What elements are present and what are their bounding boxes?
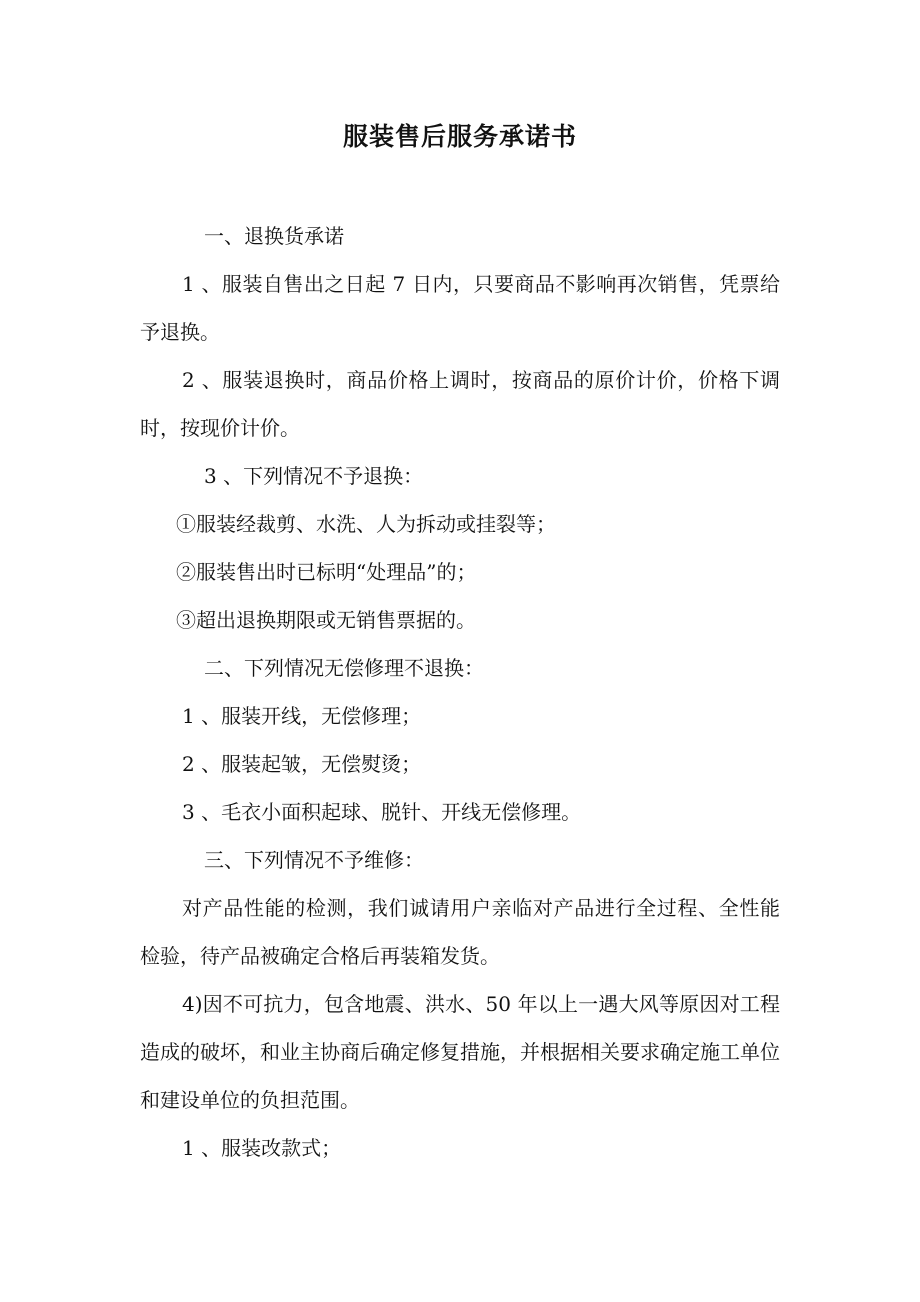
list-item-alteration: 1 、服装改款式； [182, 1136, 342, 1160]
section-heading-1: 一、退换货承诺 [204, 224, 344, 248]
paragraph-force-majeure: 4)因不可抗力，包含地震、洪水、50 年以上一遇大风等原因对工程造成的破坏，和业主协商后确定修复措施，并根据相关要求确定施工单位和建设单位的负担范围。 [140, 992, 780, 1112]
list-item-repair-1: 1 、服装开线，无偿修理； [182, 704, 422, 728]
list-item-repair-3: 3 、毛衣小面积起球、脱针、开线无偿修理。 [182, 800, 582, 824]
page-title: 服装售后服务承诺书 [342, 122, 577, 151]
list-item-repair-2: 2 、服装起皱，无偿熨烫； [182, 752, 422, 776]
document-body [140, 212, 780, 1172]
list-item-circled-2: ②服装售出时已标明“处理品”的； [176, 560, 477, 584]
list-item-circled-1: ①服装经裁剪、水洗、人为拆动或挂裂等； [176, 512, 556, 536]
section-heading-3: 三、下列情况不予维修： [204, 848, 424, 872]
paragraph-return-2: 2 、服装退换时，商品价格上调时，按商品的原价计价，价格下调时，按现价计价。 [140, 368, 780, 440]
paragraph-inspection: 对产品性能的检测，我们诚请用户亲临对产品进行全过程、全性能检验，待产品被确定合格后再装箱发货。 [140, 896, 780, 968]
list-item-circled-3: ③超出退换期限或无销售票据的。 [176, 608, 476, 632]
paragraph-return-1: 1 、服装自售出之日起 7 日内，只要商品不影响再次销售，凭票给予退换。 [140, 272, 780, 344]
section-heading-2: 二、下列情况无偿修理不退换： [204, 656, 484, 680]
paragraph-return-3: 3 、下列情况不予退换： [204, 464, 424, 488]
